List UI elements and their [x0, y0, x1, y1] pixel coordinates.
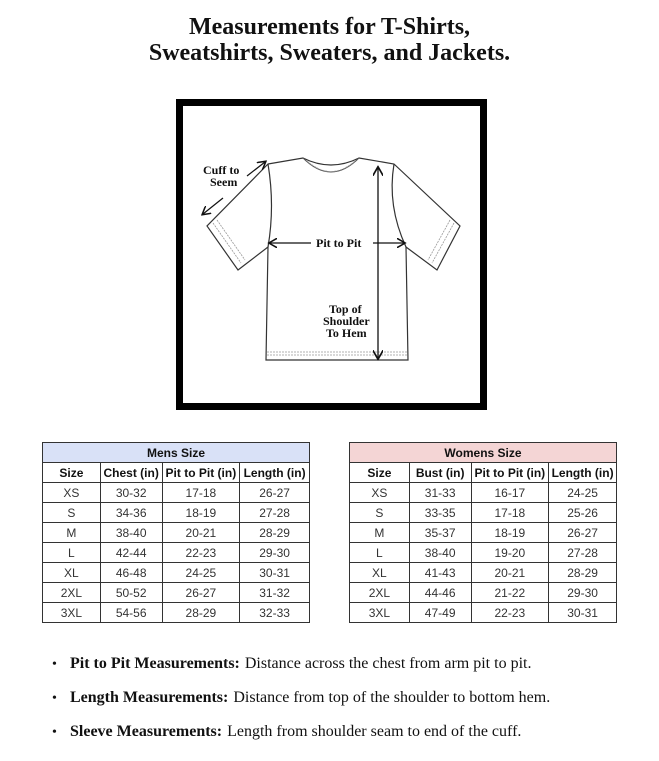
- note-sleeve: [52, 723, 652, 757]
- cell-bust: 31-33: [409, 483, 471, 503]
- cell-size: XL: [43, 563, 101, 583]
- cell-chest: 30-32: [100, 483, 162, 503]
- length-label-3: To Hem: [326, 326, 367, 340]
- column-header: Length (in): [549, 463, 617, 483]
- cell-bust: 35-37: [409, 523, 471, 543]
- bullet-icon: •: [52, 725, 57, 740]
- mens-table-title: Mens Size: [43, 443, 310, 463]
- cell-length: 28-29: [549, 563, 617, 583]
- title-line-2: Sweatshirts, Sweaters, and Jackets.: [148, 40, 511, 66]
- table-row: [350, 483, 617, 503]
- cell-length: 32-33: [240, 603, 310, 623]
- cell-length: 29-30: [549, 583, 617, 603]
- cell-pit: 18-19: [162, 503, 240, 523]
- cell-pit: 17-18: [162, 483, 240, 503]
- cell-bust: 38-40: [409, 543, 471, 563]
- cell-size: 3XL: [43, 603, 101, 623]
- note-length: [52, 689, 652, 723]
- cell-size: S: [43, 503, 101, 523]
- cell-length: 24-25: [549, 483, 617, 503]
- bullet-icon: •: [52, 691, 57, 706]
- cell-bust: 47-49: [409, 603, 471, 623]
- column-header: Pit to Pit (in): [162, 463, 240, 483]
- note-term: Length Measurements:: [70, 689, 229, 706]
- cell-size: M: [43, 523, 101, 543]
- cell-size: S: [350, 503, 410, 523]
- cuff-label-1: Cuff to: [203, 163, 240, 177]
- note-text: Distance across the chest from arm pit to pit.: [244, 655, 532, 672]
- table-row: [350, 523, 617, 543]
- column-header: Bust (in): [409, 463, 471, 483]
- cell-length: 25-26: [549, 503, 617, 523]
- cell-chest: 34-36: [100, 503, 162, 523]
- note-term: Sleeve Measurements:: [70, 723, 223, 740]
- table-row: [43, 563, 310, 583]
- cell-pit: 24-25: [162, 563, 240, 583]
- mens-header-row: [43, 463, 310, 483]
- cell-pit: 16-17: [471, 483, 549, 503]
- measurement-notes: [52, 655, 652, 757]
- bullet-icon: •: [52, 657, 57, 672]
- column-header: Chest (in): [100, 463, 162, 483]
- cell-length: 30-31: [549, 603, 617, 623]
- cell-pit: 18-19: [471, 523, 549, 543]
- cell-bust: 33-35: [409, 503, 471, 523]
- womens-header-row: [350, 463, 617, 483]
- cell-length: 30-31: [240, 563, 310, 583]
- table-row: [350, 543, 617, 563]
- cell-size: L: [350, 543, 410, 563]
- column-header: Length (in): [240, 463, 310, 483]
- note-pit-to-pit: [52, 655, 652, 689]
- table-row: [43, 483, 310, 503]
- table-row: [43, 523, 310, 543]
- cell-size: XS: [350, 483, 410, 503]
- cell-size: 3XL: [350, 603, 410, 623]
- cell-chest: 38-40: [100, 523, 162, 543]
- cell-pit: 20-21: [162, 523, 240, 543]
- table-row: [43, 603, 310, 623]
- cell-chest: 54-56: [100, 603, 162, 623]
- cell-length: 27-28: [240, 503, 310, 523]
- cell-length: 31-32: [240, 583, 310, 603]
- mens-size-table: [42, 442, 310, 623]
- cell-length: 27-28: [549, 543, 617, 563]
- table-row: [350, 503, 617, 523]
- cell-bust: 41-43: [409, 563, 471, 583]
- cell-length: 26-27: [240, 483, 310, 503]
- womens-size-table: [349, 442, 617, 623]
- cell-length: 29-30: [240, 543, 310, 563]
- cell-size: L: [43, 543, 101, 563]
- cell-size: M: [350, 523, 410, 543]
- cell-chest: 46-48: [100, 563, 162, 583]
- womens-table-title: Womens Size: [350, 443, 617, 463]
- tshirt-icon: [183, 106, 480, 403]
- title-line-1: Measurements for T-Shirts,: [188, 14, 471, 40]
- cell-pit: 22-23: [162, 543, 240, 563]
- cell-size: XL: [350, 563, 410, 583]
- table-row: [350, 583, 617, 603]
- column-header: Size: [350, 463, 410, 483]
- length-label-2: Shoulder: [323, 314, 370, 328]
- cell-chest: 42-44: [100, 543, 162, 563]
- column-header: Pit to Pit (in): [471, 463, 549, 483]
- cell-pit: 26-27: [162, 583, 240, 603]
- table-row: [43, 583, 310, 603]
- cell-length: 28-29: [240, 523, 310, 543]
- cell-pit: 20-21: [471, 563, 549, 583]
- cell-size: 2XL: [43, 583, 101, 603]
- tshirt-diagram: [176, 99, 487, 410]
- column-header: Size: [43, 463, 101, 483]
- cell-chest: 50-52: [100, 583, 162, 603]
- pit-to-pit-label: Pit to Pit: [316, 236, 362, 250]
- cell-pit: 17-18: [471, 503, 549, 523]
- cell-pit: 28-29: [162, 603, 240, 623]
- cell-bust: 44-46: [409, 583, 471, 603]
- cell-pit: 21-22: [471, 583, 549, 603]
- cuff-label-2: Seem: [210, 175, 238, 189]
- cell-length: 26-27: [549, 523, 617, 543]
- note-term: Pit to Pit Measurements:: [70, 655, 240, 672]
- table-row: [350, 603, 617, 623]
- note-text: Distance from top of the shoulder to bottom hem.: [233, 689, 551, 706]
- page-title: [0, 14, 659, 66]
- table-row: [43, 503, 310, 523]
- cell-pit: 19-20: [471, 543, 549, 563]
- length-label-1: Top of: [329, 302, 362, 316]
- cell-size: 2XL: [350, 583, 410, 603]
- cell-pit: 22-23: [471, 603, 549, 623]
- table-row: [43, 543, 310, 563]
- table-row: [350, 563, 617, 583]
- note-text: Length from shoulder seam to end of the cuff.: [227, 723, 522, 740]
- cell-size: XS: [43, 483, 101, 503]
